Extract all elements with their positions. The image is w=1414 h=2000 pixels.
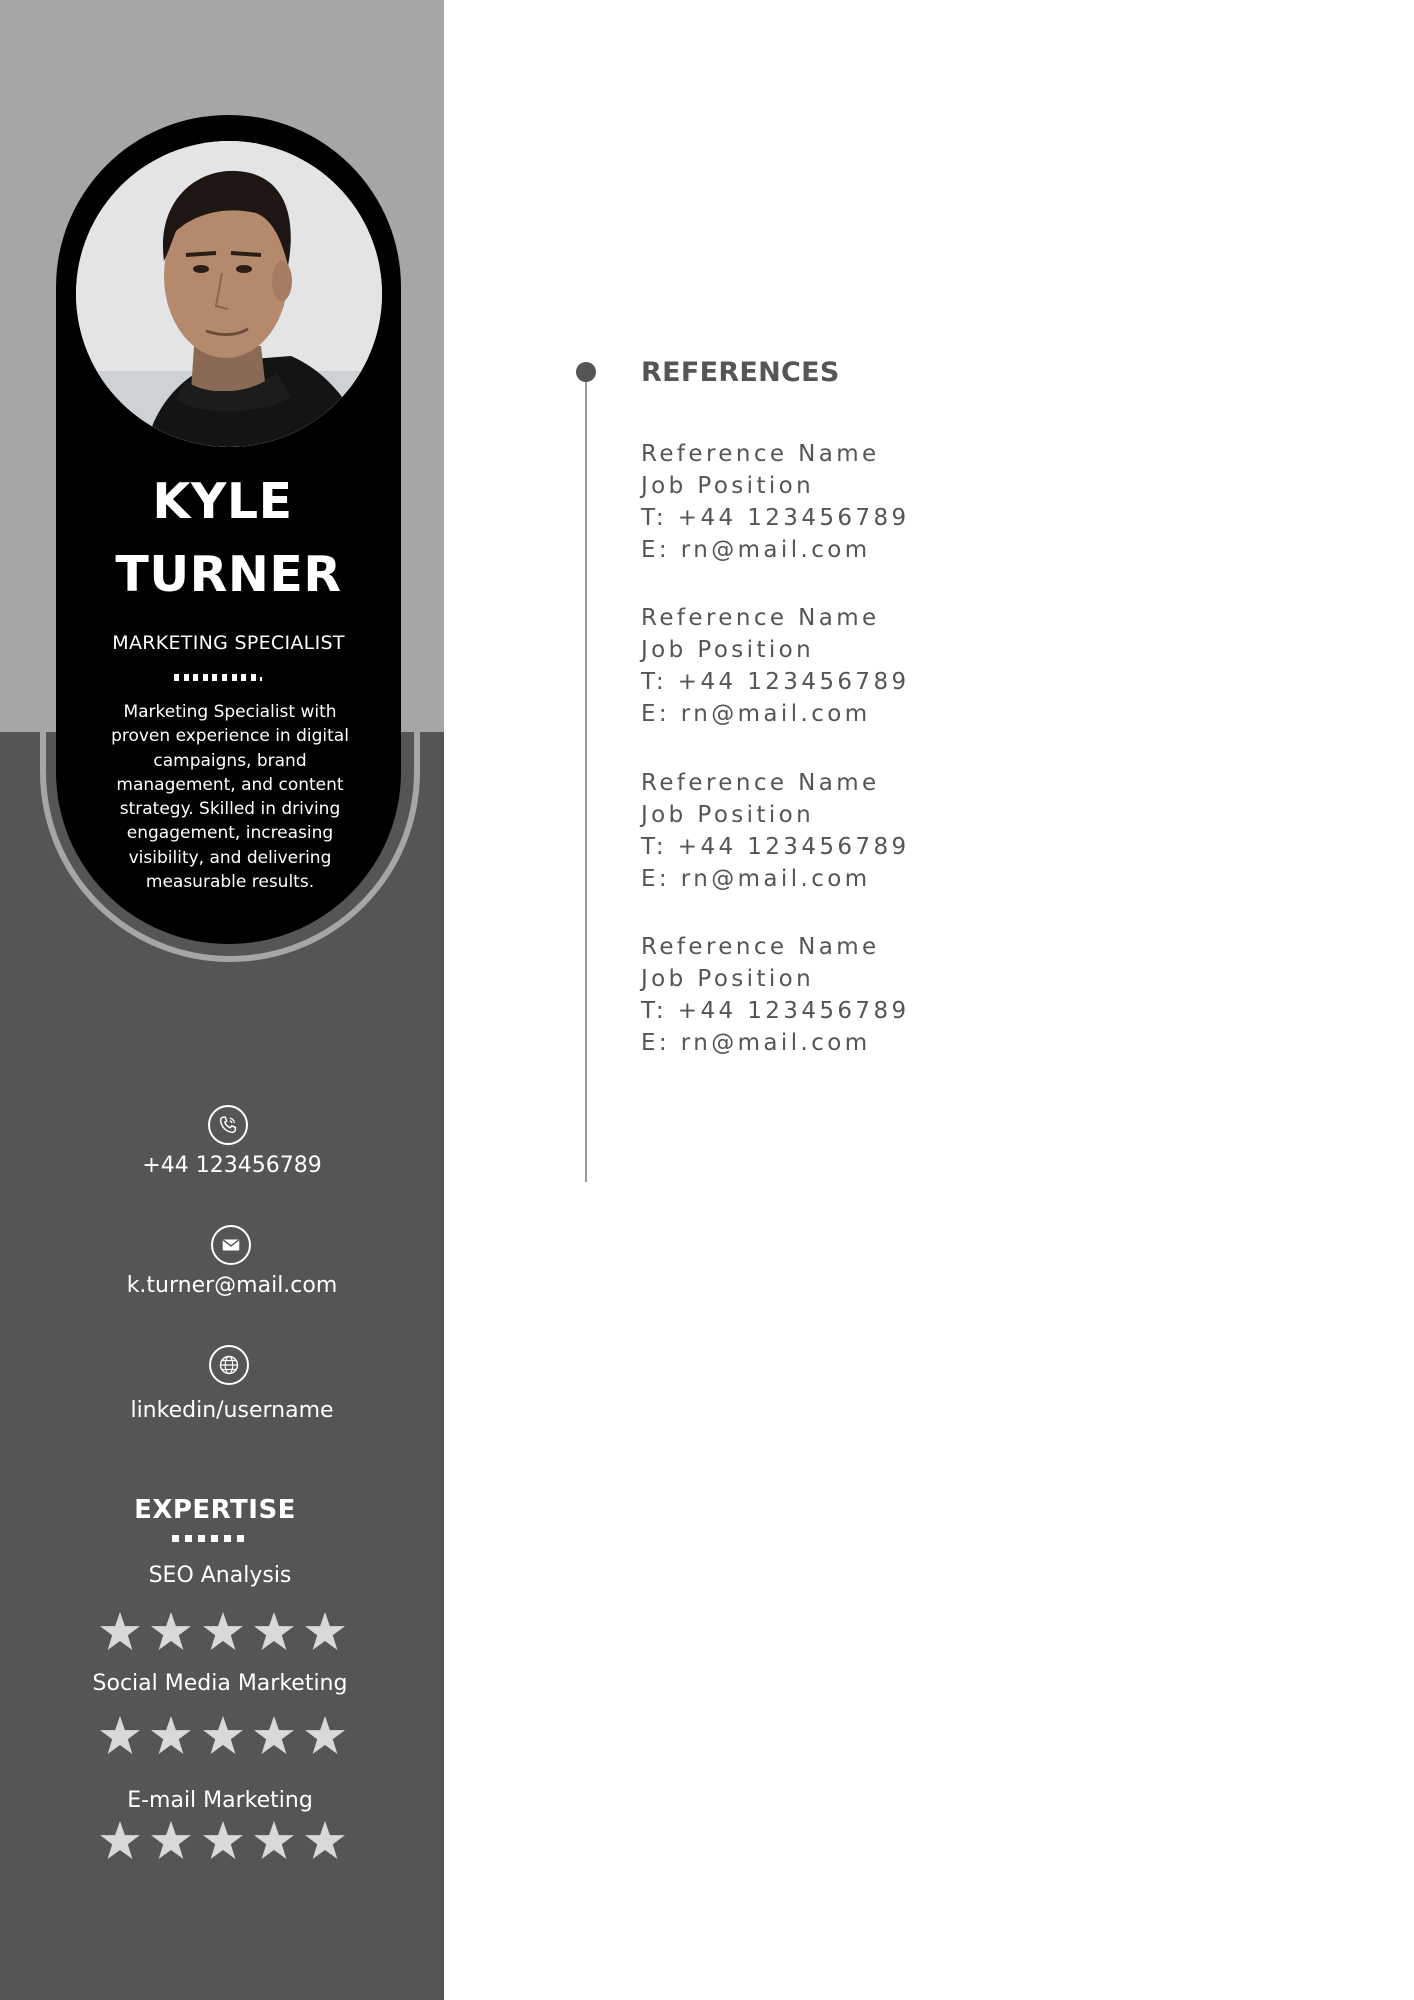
reference-entry (641, 438, 910, 566)
skill-rating (100, 1821, 345, 1861)
reference-position: Job Position (641, 637, 815, 663)
reference-entry (641, 767, 910, 895)
star-icon (305, 1612, 345, 1652)
star-icon (203, 1821, 243, 1861)
first-name: KYLE (152, 473, 293, 530)
star-icon (203, 1612, 243, 1652)
star-icon (100, 1821, 140, 1861)
references-heading: REFERENCES (641, 357, 840, 388)
skill-rating (100, 1716, 345, 1756)
star-icon (254, 1821, 294, 1861)
reference-position: Job Position (641, 966, 815, 992)
expertise-divider-dots (172, 1535, 244, 1542)
star-icon (305, 1716, 345, 1756)
reference-phone[interactable]: T: +44 123456789 (641, 834, 910, 860)
skill-label: Social Media Marketing (92, 1671, 348, 1696)
reference-email[interactable]: E: rn@mail.com (641, 701, 871, 727)
reference-email[interactable]: E: rn@mail.com (641, 1030, 871, 1056)
profile-photo (76, 141, 382, 447)
profile-summary: Marketing Specialist with proven experience in digital campaigns, brand management, and content strategy. Skilled in driving engagement, increasing visibility, and delivering measurable results. (111, 702, 349, 893)
star-icon (151, 1821, 191, 1861)
last-name: TURNER (115, 546, 342, 603)
reference-position: Job Position (641, 473, 815, 499)
reference-phone[interactable]: T: +44 123456789 (641, 998, 910, 1024)
reference-name: Reference Name (641, 934, 880, 960)
star-icon (100, 1612, 140, 1652)
star-icon (254, 1716, 294, 1756)
timeline-dot (576, 362, 596, 382)
envelope-icon (211, 1225, 251, 1265)
reference-email[interactable]: E: rn@mail.com (641, 537, 871, 563)
star-icon (100, 1716, 140, 1756)
reference-entry (641, 931, 910, 1059)
phone-number[interactable]: +44 123456789 (142, 1153, 322, 1178)
timeline-line (585, 376, 587, 1182)
skill-rating (100, 1612, 345, 1652)
reference-entry (641, 602, 910, 730)
star-icon (305, 1821, 345, 1861)
reference-position: Job Position (641, 802, 815, 828)
job-title: MARKETING SPECIALIST (112, 632, 345, 654)
skill-label: E-mail Marketing (127, 1788, 313, 1813)
star-icon (151, 1612, 191, 1652)
phone-icon (208, 1105, 248, 1145)
star-icon (203, 1716, 243, 1756)
reference-email[interactable]: E: rn@mail.com (641, 866, 871, 892)
title-divider-dots (174, 674, 262, 681)
expertise-heading: EXPERTISE (134, 1495, 296, 1525)
linkedin-handle[interactable]: linkedin/username (130, 1398, 334, 1423)
email-address[interactable]: k.turner@mail.com (126, 1273, 338, 1298)
star-icon (254, 1612, 294, 1652)
reference-name: Reference Name (641, 441, 880, 467)
reference-phone[interactable]: T: +44 123456789 (641, 505, 910, 531)
skill-label: SEO Analysis (148, 1563, 292, 1588)
globe-icon (209, 1345, 249, 1385)
sidebar (0, 0, 444, 2000)
reference-phone[interactable]: T: +44 123456789 (641, 669, 910, 695)
reference-name: Reference Name (641, 770, 880, 796)
star-icon (151, 1716, 191, 1756)
reference-name: Reference Name (641, 605, 880, 631)
